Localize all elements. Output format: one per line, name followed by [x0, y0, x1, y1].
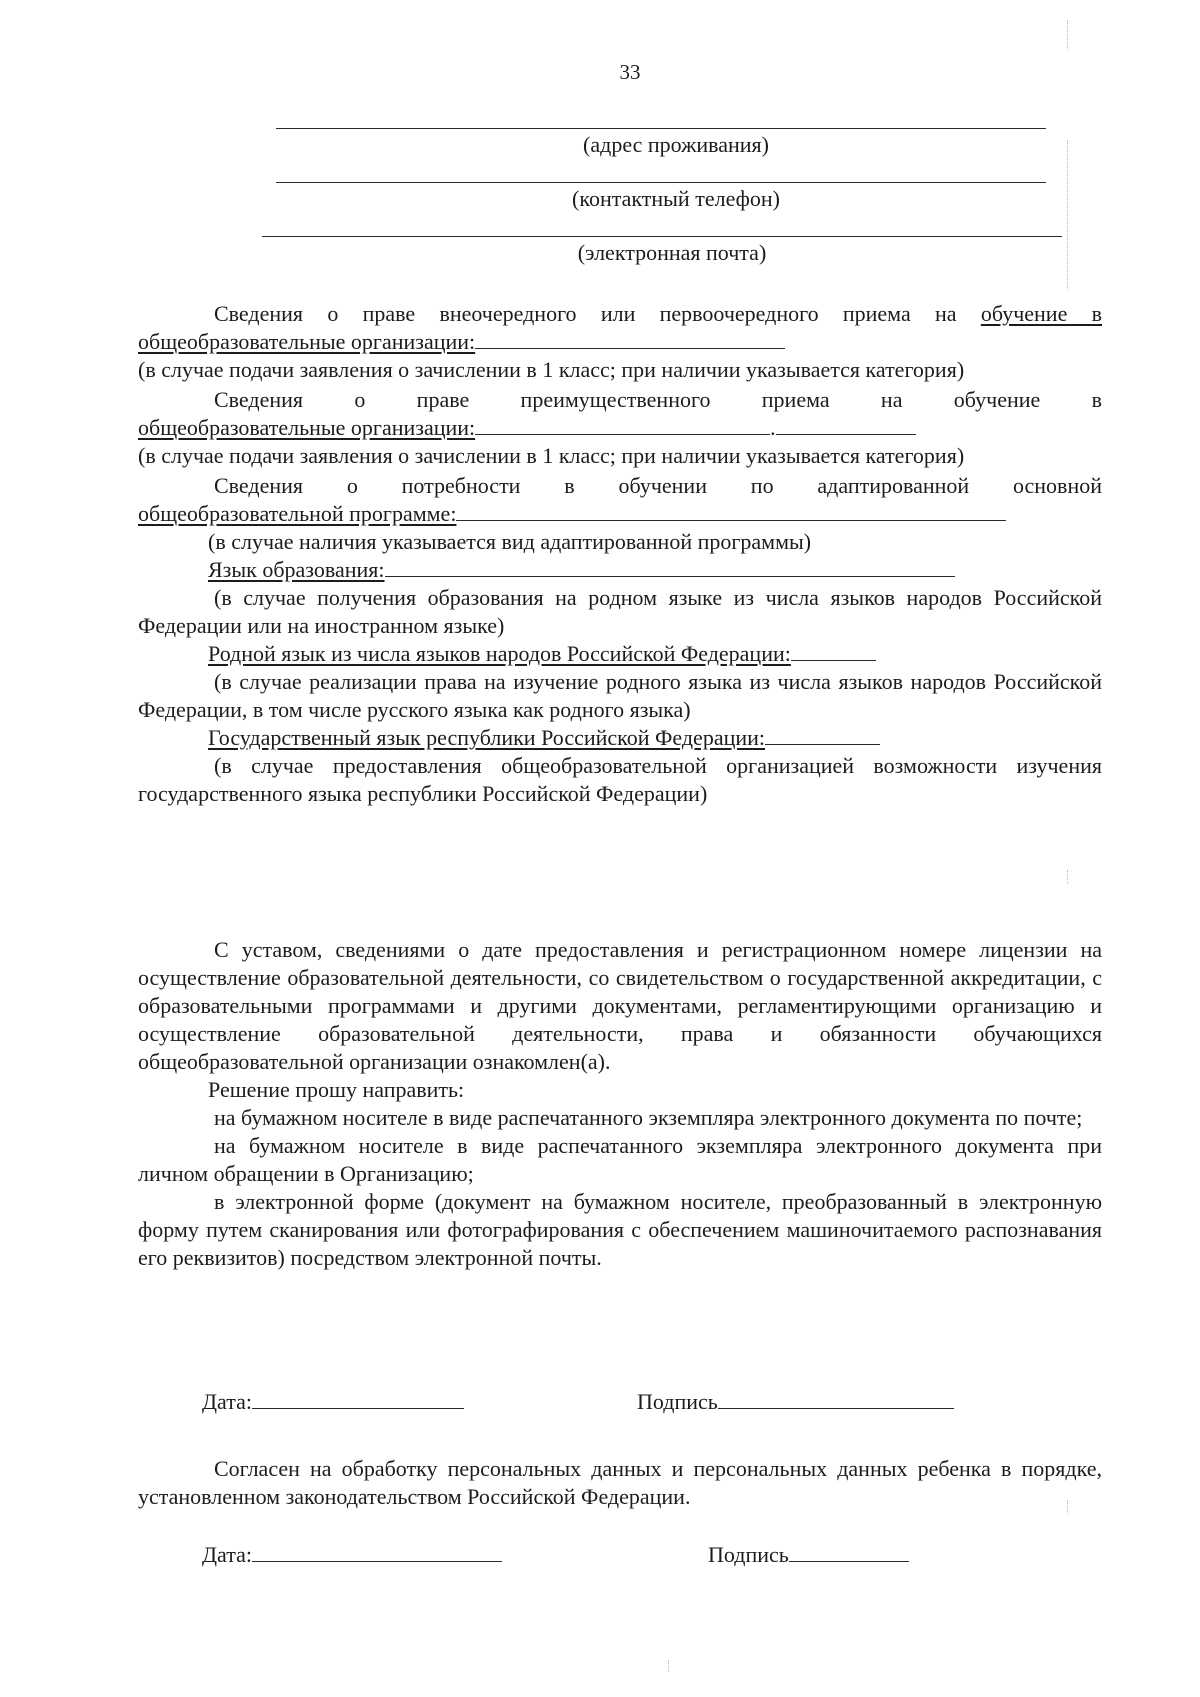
scan-artifact — [668, 1660, 669, 1672]
native-language-note: (в случае реализации права на изучение родного языка из числа языков народов Российской Федерации, в том числе русского языка как родного языка) — [138, 669, 1102, 722]
state-language-line — [138, 724, 1102, 752]
priority-line: Сведения о праве внеочередного или первоочередного приема на обучение в — [214, 301, 1103, 326]
address-line — [276, 128, 1046, 129]
phone-line — [276, 182, 1046, 183]
education-language-label: Язык образования: — [208, 557, 385, 582]
email-line — [262, 236, 1062, 237]
preferential-note: (в случае подачи заявления о зачислении в 1 класс; при наличии указывается категория) — [138, 443, 965, 468]
decision-option-post: на бумажном носителе в виде распечатанного экземпляра электронного документа по почте; — [214, 1105, 1083, 1130]
preferential-underlined: общеобразовательные организации: — [138, 415, 476, 440]
signature-input-line-2[interactable] — [789, 1543, 909, 1562]
native-language-label: Родной язык из числа языков народов Российской Федерации: — [208, 641, 791, 666]
education-language-line — [138, 556, 1102, 584]
native-language-fill — [791, 640, 876, 661]
signature-label-2: Подпись — [708, 1542, 789, 1567]
consent-block — [138, 1455, 1102, 1511]
date-label-1: Дата: — [202, 1389, 252, 1414]
signature-field-1 — [637, 1389, 954, 1415]
scan-artifact — [1067, 140, 1068, 290]
decision-option-email: в электронной форме (документ на бумажном носителе, преобразованный в электронную форму путем сканирования или фотографирования с обеспечением машиночитаемого распознавания его реквизитов) посредством электронной почты. — [138, 1189, 1102, 1270]
date-field-1 — [202, 1389, 464, 1415]
consent-text: Согласен на обработку персональных данных и персональных данных ребенка в порядке, установленном законодательством Российской Федерации. — [138, 1456, 1102, 1509]
education-language-fill — [385, 556, 955, 577]
scan-artifact — [1067, 870, 1068, 884]
priority-fill-line — [475, 328, 785, 349]
signature-field-2 — [708, 1542, 909, 1568]
date-field-2 — [202, 1542, 502, 1568]
adapted-note: (в случае наличия указывается вид адаптированной программы) — [208, 529, 812, 554]
native-language-line — [138, 640, 1102, 668]
acknowledgement-block — [138, 936, 1102, 1272]
adapted-underlined: общеобразовательной программе: — [138, 501, 457, 526]
education-language-note: (в случае получения образования на родном языке из числа языков народов Российской Федерации или на иностранном языке) — [138, 585, 1102, 638]
acknowledgement-text: С уставом, сведениями о дате предоставления и регистрационном номере лицензии на осуществление образовательной деятельности, со свидетельством о государственной аккредитации, с образовательными программами и другими документами, регламентирующими организацию и осуществление образовательной деятельности, права и обязанности обучающихся общеобразовательной организации ознакомлен(а). — [138, 937, 1102, 1074]
priority-underlined-a: обучение в — [980, 301, 1103, 326]
email-caption: (электронная почта) — [577, 240, 767, 265]
sections-block — [138, 300, 1102, 808]
decision-label: Решение прошу направить: — [208, 1077, 465, 1102]
preferential-fill-line — [776, 414, 916, 435]
priority-note: (в случае подачи заявления о зачислении в 1 класс; при наличии указывается категория) — [138, 357, 965, 382]
date-label-2: Дата: — [202, 1542, 252, 1567]
scan-artifact — [1067, 20, 1068, 50]
signature-label-1: Подпись — [637, 1389, 718, 1414]
adapted-line: Сведения о потребности в обучении по адаптированной основной — [214, 473, 1102, 498]
state-language-label: Государственный язык республики Российской Федерации: — [208, 725, 766, 750]
state-language-fill — [765, 724, 880, 745]
scan-artifact — [1067, 1500, 1068, 1514]
date-input-line-1[interactable] — [252, 1390, 464, 1409]
signature-input-line-1[interactable] — [718, 1390, 954, 1409]
adapted-line-2 — [138, 500, 1102, 528]
preferential-line-2: общеобразовательные организации: . — [138, 414, 1102, 442]
address-caption: (адрес проживания) — [583, 132, 769, 157]
phone-caption: (контактный телефон) — [572, 186, 780, 211]
adapted-fill-line — [456, 500, 1006, 521]
page-number: 33 — [619, 60, 641, 84]
priority-line-2 — [138, 328, 1102, 356]
state-language-note: (в случае предоставления общеобразовательной организацией возможности изучения государственного языка республики Российской Федерации) — [138, 753, 1102, 806]
decision-option-personal: на бумажном носителе в виде распечатанного экземпляра электронного документа при личном обращении в Организацию; — [138, 1133, 1102, 1186]
date-input-line-2[interactable] — [252, 1543, 502, 1562]
priority-underlined-b: общеобразовательные организации: — [138, 329, 476, 354]
preferential-line: Сведения о праве преимущественного приема на обучение в — [214, 387, 1102, 412]
